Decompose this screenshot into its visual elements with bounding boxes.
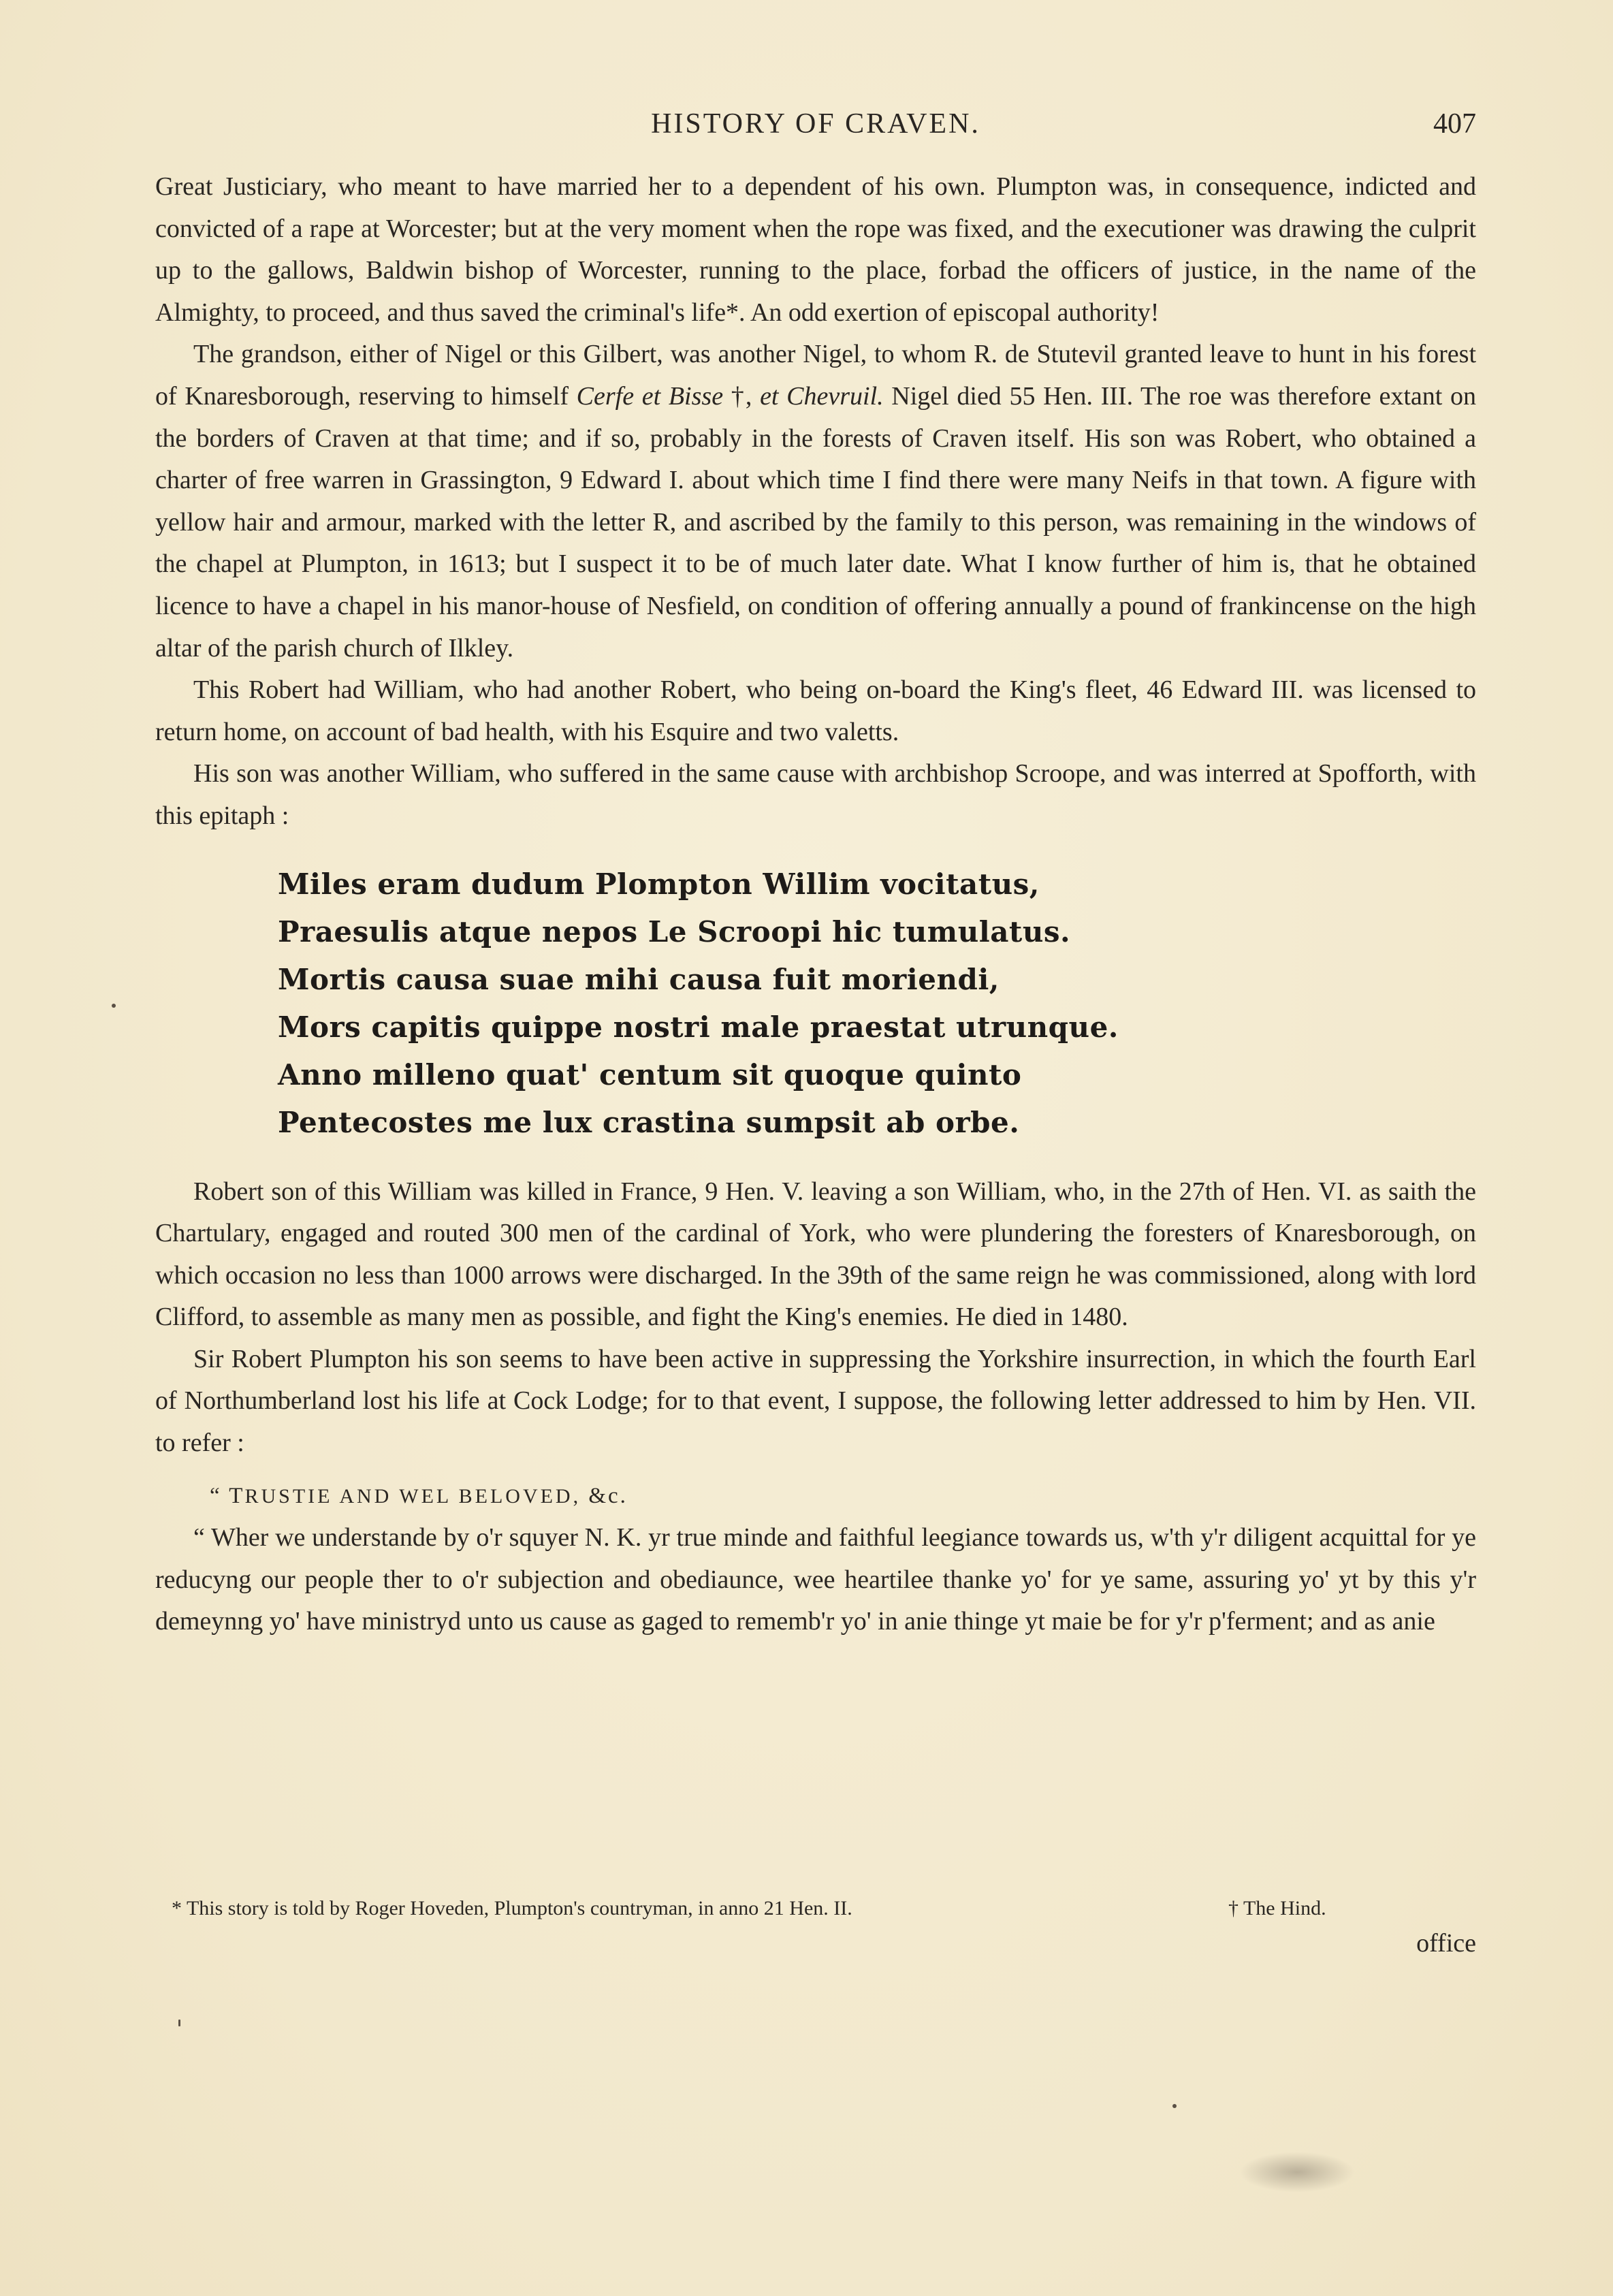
epitaph-line: Mors capitis quippe nostri male praestat utrunque. <box>278 1010 1119 1044</box>
main-text <box>155 166 1476 1643</box>
ink-speck <box>112 1004 116 1008</box>
epitaph-line: Anno milleno quat' centum sit quoque quinto <box>278 1057 1022 1091</box>
paragraph-2-after: Nigel died 55 Hen. III. The roe was therefore extant on the borders of Craven at that time; and if so, probably in the forests of Craven itself. His son was Robert, who obtained a charter of free warren in Grassington, 9 Edward I. about which time I find there were many Neifs in that town. A figure with yellow hair and armour, marked with the letter R, and ascribed by the family to this person, was remaining in the windows of the chapel at Plumpton, in 1613; but I suspect it to be of much later date. What I know further of him is, that he obtained licence to have a chapel in his manor-house of Nesfield, on condition of offering annually a pound of frankincense on the high altar of the parish church of Ilkley. <box>155 381 1477 663</box>
epitaph-line: Miles eram dudum Plompton Willim vocitatus, <box>278 867 1040 901</box>
footnote-star: * This story is told by Roger Hoveden, Plumpton's countryman, in anno 21 Hen. II. <box>172 1897 852 1919</box>
epitaph-line: Mortis causa suae mihi causa fuit moriendi, <box>278 962 1000 996</box>
epitaph <box>155 861 1476 1147</box>
italic-et-chevruil: et Chevruil. <box>760 381 884 411</box>
epitaph-line: Praesulis atque nepos Le Scroopi hic tumulatus. <box>278 914 1071 948</box>
footnote-dagger: † The Hind. <box>1228 1897 1326 1919</box>
paragraph-5: Robert son of this William was killed in France, 9 Hen. V. leaving a son William, who, in the 27th of Hen. VI. as saith the Chartulary, engaged and routed 300 men of the cardinal of York, who were plundering the foresters of Knaresborough, on which occasion no less than 1000 arrows were discharged. In the 39th of the same reign he was commissioned, along with lord Clifford, to assemble as many men as possible, and fight the King's enemies. He died in 1480. <box>155 1177 1476 1332</box>
page-number: 407 <box>1433 108 1476 140</box>
salutation-smallcaps: RUSTIE AND WEL BELOVED, <box>244 1484 581 1508</box>
paragraph-2-before: The grandson, either of Nigel or this Gilbert, was another Nigel, to whom R. de Stutevil granted leave to hunt in his forest of Knaresborough, reserving to himself <box>155 340 1476 411</box>
ink-speck <box>178 2020 180 2026</box>
footnotes <box>172 1897 1476 1979</box>
catchword: office <box>1416 1929 1476 1958</box>
running-header <box>155 108 1476 155</box>
epitaph-line: Pentecostes me lux crastina sumpsit ab orbe. <box>278 1105 1020 1139</box>
paragraph-4: His son was another William, who suffered in the same cause with archbishop Scroope, and was interred at Spofforth, with this epitaph : <box>155 759 1476 830</box>
paragraph-6: Sir Robert Plumpton his son seems to have been active in suppressing the Yorkshire insurrection, in which the fourth Earl of Northumberland lost his life at Cock Lodge; for to that event, I suppose, the following letter addressed to him by Hen. VII. to refer : <box>155 1344 1476 1458</box>
letter-text: “ Wher we understande by o'r squyer N. K. yr true minde and faithful leegiance towards us, w'th y'r diligent acquittal for ye reducyng our people ther to o'r subjection and obediaunce, wee heartilee thanke yo' for ye same, assuring yo' yt by this y'r demeynng yo' have ministryd unto us cause as gaged to rememb'r yo' in anie thinge yt maie be for y'r p'ferment; and as anie <box>155 1523 1476 1636</box>
italic-cerfe-et-bisse: Cerfe et Bisse <box>576 381 724 411</box>
paragraph-1: Great Justiciary, who meant to have married her to a dependent of his own. Plumpton was, in consequence, indicted and convicted of a rape at Worcester; but at the very moment when the rope was fixed, and the executioner was drawing the culprit up to the gallows, Baldwin bishop of Worcester, running to the place, forbad the officers of justice, in the name of the Almighty, to proceed, and thus saved the criminal's life*. An odd exertion of episcopal authority! <box>155 172 1476 327</box>
letter-salutation <box>155 1476 1476 1518</box>
ink-speck <box>1172 2104 1177 2108</box>
paragraph-3: This Robert had William, who had another Robert, who being on-board the King's fleet, 46 Edward III. was licensed to return home, on account of bad health, with his Esquire and two valetts. <box>155 675 1476 746</box>
paper-smudge <box>1239 2152 1355 2193</box>
paragraph-2 <box>155 334 1476 669</box>
salutation-open: “ T <box>210 1483 245 1508</box>
running-title: HISTORY OF CRAVEN. <box>651 108 980 140</box>
dagger-reference: †, <box>723 381 761 411</box>
salutation-etc: &c. <box>581 1483 628 1508</box>
